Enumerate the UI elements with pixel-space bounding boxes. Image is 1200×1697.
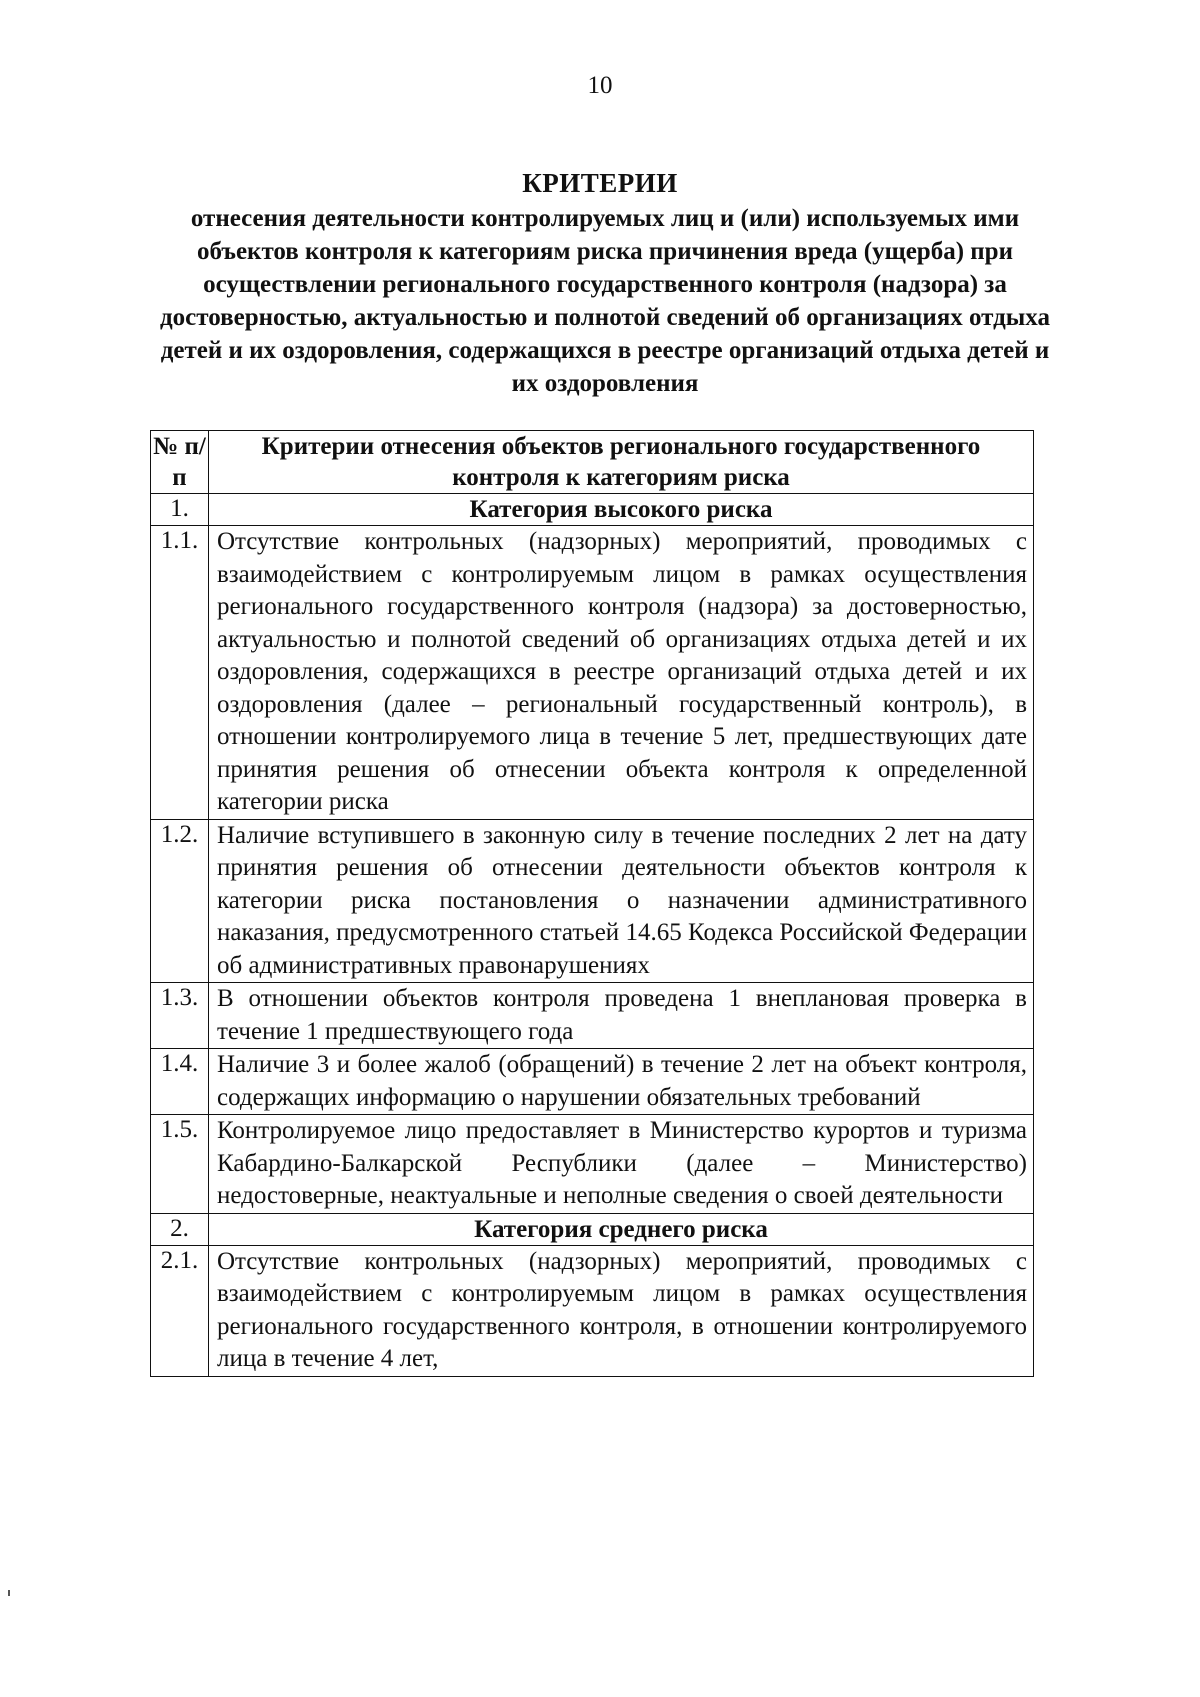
row-number-cell: 1.4. xyxy=(151,1049,209,1115)
row-number-cell: 1.1. xyxy=(151,526,209,820)
criterion-text-cell: Наличие вступившего в законную силу в течение последних 2 лет на дату принятия решения об отнесении деятельности объектов контроля к категории риска постановления о назначении административного наказания, предусмотренного статьей 14.65 Кодекса Российской Федерации об административных правонарушениях xyxy=(209,819,1034,983)
category-row xyxy=(151,494,1034,526)
table-row xyxy=(151,819,1034,983)
table-row xyxy=(151,983,1034,1049)
row-number-cell: 1.2. xyxy=(151,819,209,983)
row-number-cell: 2. xyxy=(151,1213,209,1245)
table-row xyxy=(151,1245,1034,1376)
table-header-row xyxy=(151,431,1034,494)
document-subtitle: отнесения деятельности контролируемых лиц и (или) используемых ими объектов контроля к категориям риска причинения вреда (ущерба) при осуществлении регионального государственного контроля (надзора) за достоверностью, актуальностью и полнотой сведений об организациях отдыха детей и их оздоровления, содержащихся в реестре организаций отдыха детей и их оздоровления xyxy=(160,205,1050,397)
header-criteria-cell: Критерии отнесения объектов регионального государственного контроля к категориям риска xyxy=(209,431,1034,494)
row-number-cell: 1.5. xyxy=(151,1115,209,1214)
criterion-text-cell: В отношении объектов контроля проведена 1 внеплановая проверка в течение 1 предшествующего года xyxy=(209,983,1034,1049)
criteria-table xyxy=(150,430,1034,1377)
criterion-text-cell: Контролируемое лицо предоставляет в Министерство курортов и туризма Кабардино-Балкарской Республики (далее – Министерство) недостоверные, неактуальные и неполные сведения о своей деятельности xyxy=(209,1115,1034,1214)
table-row xyxy=(151,1115,1034,1214)
row-number-cell: 1.3. xyxy=(151,983,209,1049)
criterion-text-cell: Отсутствие контрольных (надзорных) мероприятий, проводимых с взаимодействием с контролируемым лицом в рамках осуществления регионального государственного контроля, в отношении контролируемого лица в течение 4 лет, xyxy=(209,1245,1034,1376)
scan-artifact xyxy=(8,1590,10,1596)
header-number-cell: № п/п xyxy=(151,431,209,494)
table-row xyxy=(151,1049,1034,1115)
row-number-cell: 2.1. xyxy=(151,1245,209,1376)
category-title-cell: Категория высокого риска xyxy=(209,494,1034,526)
category-title-cell: Категория среднего риска xyxy=(209,1213,1034,1245)
table-row xyxy=(151,526,1034,820)
document-title: КРИТЕРИИ xyxy=(522,168,678,198)
page-number: 10 xyxy=(587,72,613,99)
criterion-text-cell: Отсутствие контрольных (надзорных) мероприятий, проводимых с взаимодействием с контролируемым лицом в рамках осуществления регионального государственного контроля (надзора) за достоверностью, актуальностью и полнотой сведений об организациях отдыха детей и их оздоровления, содержащихся в реестре организаций отдыха детей и их оздоровления (далее – региональный государственный контроль), в отношении контролируемого лица в течение 5 лет, предшествующих дате принятия решения об отнесении объекта контроля к определенной категории риска xyxy=(209,526,1034,820)
criterion-text-cell: Наличие 3 и более жалоб (обращений) в течение 2 лет на объект контроля, содержащих информацию о нарушении обязательных требований xyxy=(209,1049,1034,1115)
row-number-cell: 1. xyxy=(151,494,209,526)
criteria-table-body xyxy=(151,431,1034,1377)
category-row xyxy=(151,1213,1034,1245)
